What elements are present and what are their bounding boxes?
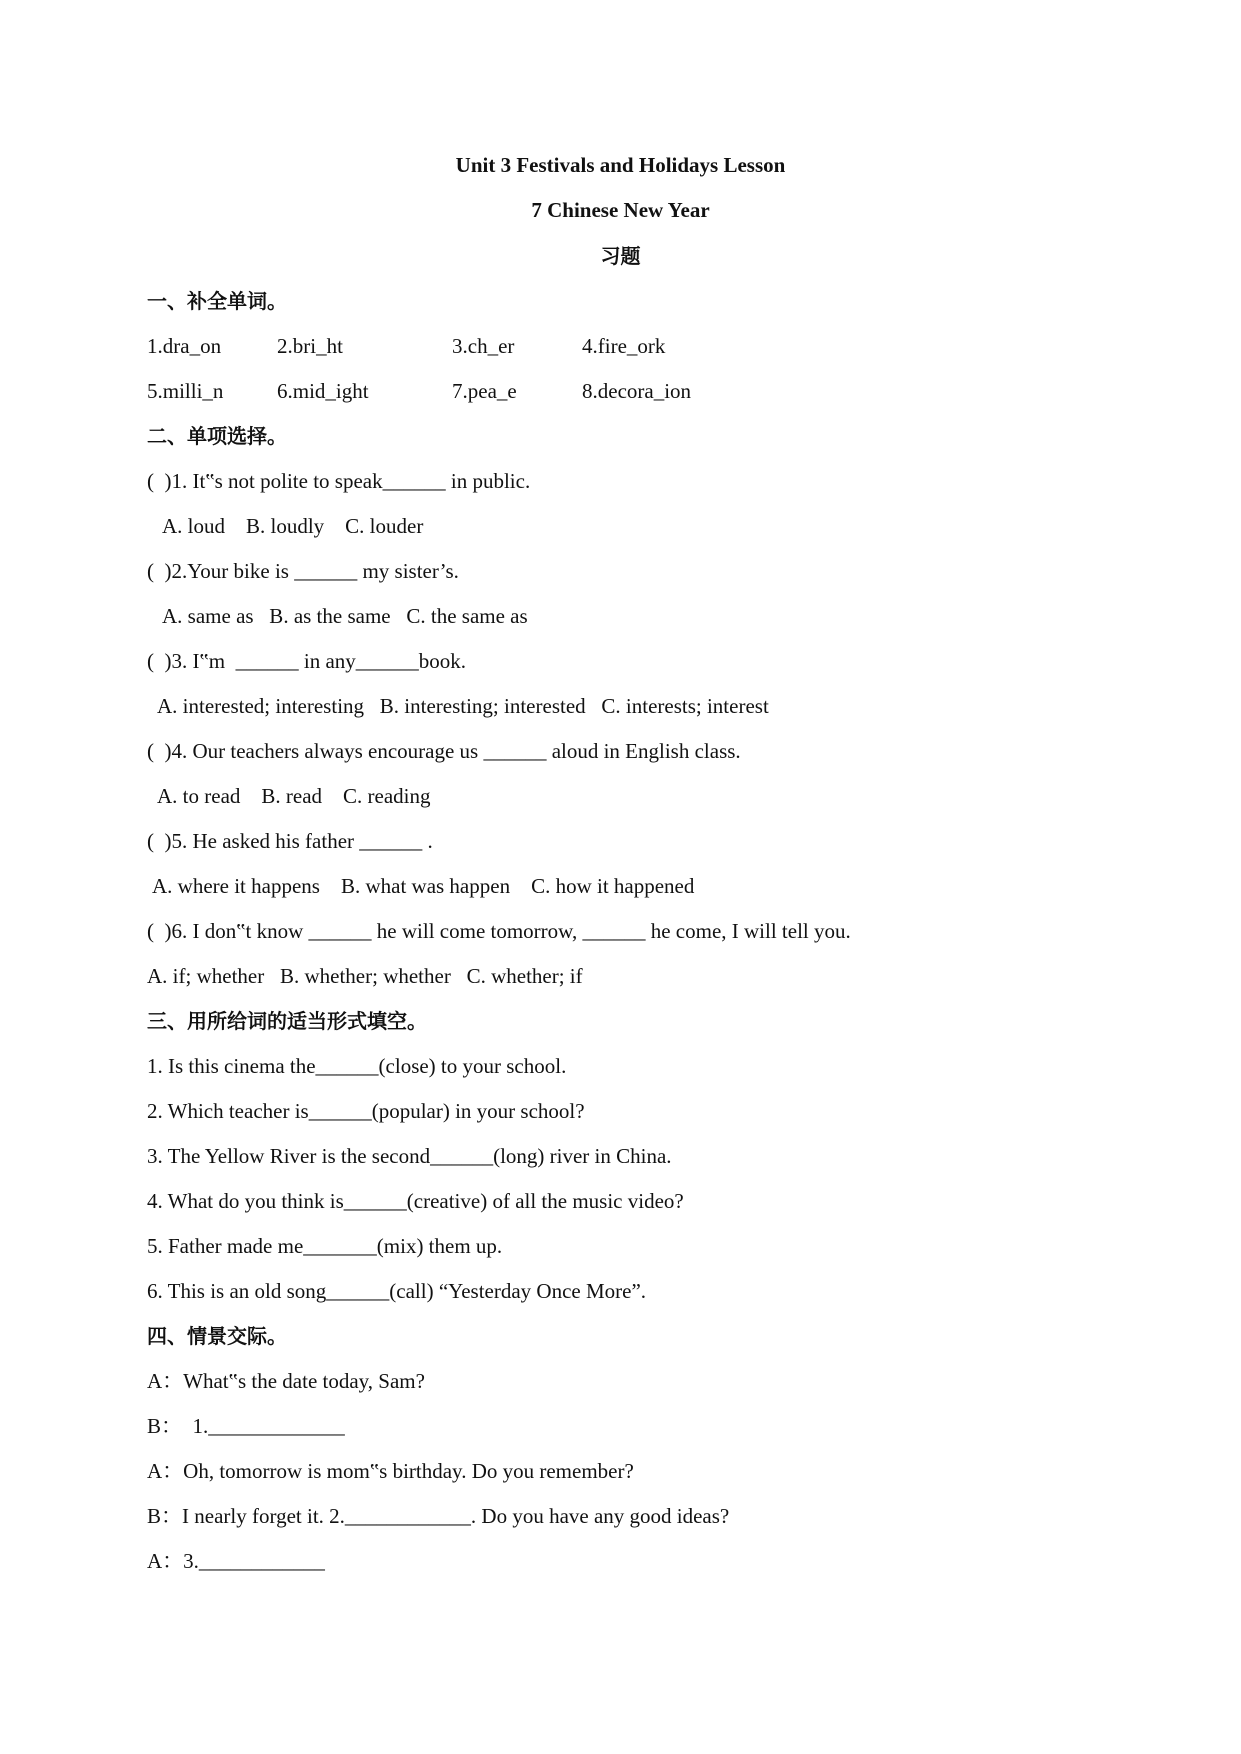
title-line-2: 7 Chinese New Year: [531, 198, 710, 222]
question-6: ( )6. I don‟t know ______ he will come tomorrow, ______ he come, I will tell you.: [147, 919, 851, 943]
word-item: 5.milli_n: [147, 379, 224, 403]
question-1: ( )1. It‟s not polite to speak______ in public.: [147, 469, 531, 493]
fill-item: 6. This is an old song______(call) “Yesterday Once More”.: [147, 1279, 647, 1303]
fill-item: 5. Father made me_______(mix) them up.: [147, 1234, 503, 1258]
question-2-options: A. same as B. as the same C. the same as: [162, 604, 528, 628]
word-item: 2.bri_ht: [277, 334, 343, 358]
question-6-options: A. if; whether B. whether; whether C. whether; if: [147, 964, 583, 988]
question-3-options: A. interested; interesting B. interesting; interested C. interests; interest: [157, 694, 769, 718]
section3-heading: 三、用所给词的适当形式填空。: [147, 1009, 427, 1033]
title-line-3: 习题: [600, 244, 641, 268]
question-4: ( )4. Our teachers always encourage us ______ aloud in English class.: [147, 739, 741, 763]
title-line-1: Unit 3 Festivals and Holidays Lesson: [455, 153, 786, 177]
word-item: 6.mid_ight: [277, 379, 369, 403]
word-item: 4.fire_ork: [582, 334, 666, 358]
fill-item: 1. Is this cinema the______(close) to your school.: [147, 1054, 567, 1078]
fill-item: 4. What do you think is______(creative) of all the music video?: [147, 1189, 684, 1213]
fill-item: 2. Which teacher is______(popular) in your school?: [147, 1099, 585, 1123]
word-item: 8.decora_ion: [582, 379, 692, 403]
word-item: 7.pea_e: [452, 379, 517, 403]
word-item: 1.dra_on: [147, 334, 222, 358]
dialogue-line: B： 1._____________: [147, 1414, 345, 1438]
question-3: ( )3. I‟m ______ in any______book.: [147, 649, 467, 673]
dialogue-line: A：Oh, tomorrow is mom‟s birthday. Do you remember?: [147, 1459, 634, 1483]
dialogue-line: A：What‟s the date today, Sam?: [147, 1369, 425, 1393]
fill-item: 3. The Yellow River is the second______(long) river in China.: [147, 1144, 672, 1168]
dialogue-line: B：I nearly forget it. 2.____________. Do you have any good ideas?: [147, 1504, 730, 1528]
question-1-options: A. loud B. loudly C. louder: [162, 514, 424, 538]
question-5-options: A. where it happens B. what was happen C. how it happened: [152, 874, 695, 898]
question-2: ( )2.Your bike is ______ my sister’s.: [147, 559, 459, 583]
question-4-options: A. to read B. read C. reading: [157, 784, 431, 808]
question-5: ( )5. He asked his father ______ .: [147, 829, 433, 853]
section2-heading: 二、单项选择。: [147, 424, 287, 448]
section4-heading: 四、情景交际。: [147, 1324, 287, 1348]
dialogue-line: A：3.____________: [147, 1549, 325, 1573]
word-item: 3.ch_er: [452, 334, 515, 358]
section1-heading: 一、补全单词。: [147, 289, 287, 313]
